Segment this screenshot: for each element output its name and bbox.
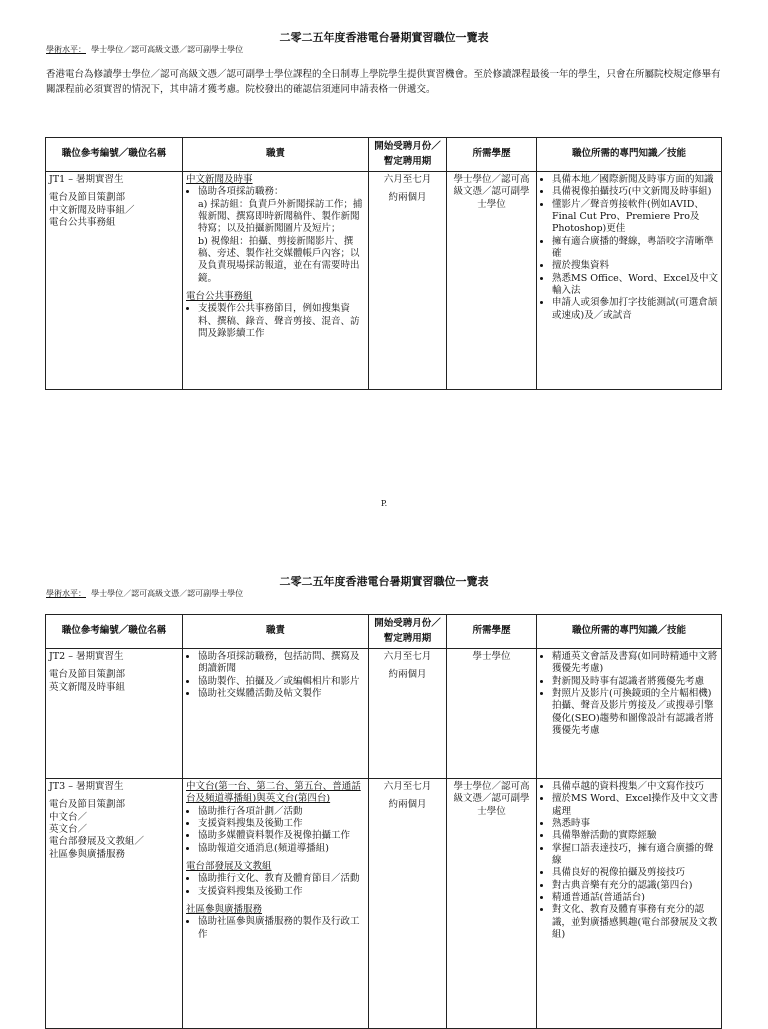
academic-level-label: 學術水平：: [46, 589, 86, 598]
header-skills: 職位所需的專門知識／技能: [537, 138, 722, 172]
list-item: • 精通普通話(普通話台): [552, 892, 718, 904]
list-item: • 擅於MS Word、Excel操作及中文文書處理: [552, 793, 718, 818]
skills-list: [540, 651, 718, 737]
position-code: JT1 – 暑期實習生: [49, 174, 124, 185]
header-quals: 所需學歷: [447, 615, 537, 649]
dept-line: 電台及節目策劃部: [49, 669, 126, 681]
table-row: [46, 649, 722, 779]
list-item: • 具備良好的視像拍攝及剪接技巧: [552, 867, 718, 879]
duty-list: [186, 303, 365, 340]
period-cell: 六月至七月 約兩個月: [369, 779, 447, 1029]
positions-table-1: [45, 137, 722, 390]
list-item: • 協助推行文化、教育及體育節目／活動: [198, 873, 365, 885]
quals-cell: 學士學位／認可高級文憑／認可副學士學位: [447, 779, 537, 1029]
duty-list: [186, 873, 365, 898]
academic-level-value: 學士學位／認可高級文憑／認可副學士學位: [91, 45, 244, 54]
section-heading: 中文台(第一台、第二台、第五台、普通話台及頻道導播組)與英文台(第四台): [186, 781, 361, 805]
intro-paragraph: 香港電台為修讀學士學位／認可高級文憑／認可副學士學位課程的全日制專上學院學生提供實習機會。至於修讀課程最後一年的學生，只會在所屬院校規定修畢有關課程前必須實習的情況下，其申請才獲考慮。院校發出的確認信須連同申請表格一併遞交。: [46, 69, 721, 95]
list-item: • 擅於搜集資料: [552, 260, 718, 272]
dept-line: 英文台／: [49, 824, 88, 836]
header-ref: 職位參考編號／職位名稱: [46, 138, 183, 172]
skills-cell: [537, 649, 722, 779]
dept-line: 中文台／: [49, 811, 88, 823]
list-item: • 對新聞及時事有認識者將獲優先考慮: [552, 676, 718, 688]
list-item: • 懂影片／聲音剪接軟件(例如AVID、Final Cut Pro、Premiere Pro及Photoshop)更佳: [552, 199, 718, 236]
position-code: JT2 – 暑期實習生: [49, 651, 124, 662]
skills-list: [540, 781, 718, 941]
dept-line: 電台公共事務組: [49, 217, 116, 229]
document-title: 二零二五年度香港電台暑期實習職位一覽表: [279, 575, 489, 588]
header-duties: 職責: [183, 615, 369, 649]
list-item: • 協助各項採訪職務： a) 採訪組：負責戶外新聞採訪工作；捕報新聞、撰寫即時新聞稿件、製作新聞特寫；以及拍攝新聞圖片及短片； b) 視像組：拍攝、剪接新聞影片、撰稿、旁述、製作社交媒體帳戶內容；以及負責現場採訪報道，並在有需要時出鏡。: [198, 186, 365, 285]
header-quals: 所需學歷: [447, 138, 537, 172]
duty-sub-a: a) 採訪組：負責戶外新聞採訪工作；捕報新聞、撰寫即時新聞稿件、製作新聞特寫；以及拍攝新聞圖片及短片；: [198, 198, 363, 235]
list-item: • 熟悉MS Office、Word、Excel及中文輸入法: [552, 273, 718, 298]
page-number: P.: [380, 499, 388, 508]
skills-list: [540, 174, 718, 322]
header-duties: 職責: [183, 138, 369, 172]
list-item: • 協助社交媒體活動及帖文製作: [198, 688, 365, 700]
dept-line: 電台及節目策劃部: [49, 799, 126, 811]
list-item: • 精通英文會話及書寫(如同時精通中文將獲優先考慮): [552, 651, 718, 676]
dept-line: 英文新聞及時事組: [49, 681, 126, 693]
list-item: • 支援製作公共事務節目，例如搜集資料、撰稿、錄音、聲音剪接、混音、訪問及錄影續工作: [198, 303, 365, 340]
positions-table-2: [45, 614, 722, 1029]
header-period: 開始受聘月份／暫定聘用期: [369, 615, 447, 649]
ref-cell: [46, 172, 183, 390]
ref-cell: [46, 779, 183, 1029]
list-item: • 支援資料搜集及後勤工作: [198, 886, 365, 898]
position-code: JT3 – 暑期實習生: [49, 781, 124, 792]
list-item: • 擁有適合廣播的聲線，粵語咬字清晰準確: [552, 236, 718, 261]
dept-line: 社區參與廣播服務: [49, 848, 126, 860]
quals-cell: 學士學位: [447, 649, 537, 779]
section-heading: 電台公共事務組: [186, 291, 253, 303]
dept-line: 電台及節目策劃部: [49, 192, 126, 204]
header-skills: 職位所需的專門知識／技能: [537, 615, 722, 649]
list-item: • 協助製作、拍攝及／或編輯相片和影片: [198, 676, 365, 688]
duties-cell: [183, 779, 369, 1029]
list-item: • 對照片及影片(可換鏡頭的全片幅相機)拍攝、聲音及影片剪接及／或搜尋引擎優化(SEO)趨勢和圖像設計有認識者將獲優先考慮: [552, 688, 718, 737]
table-row: [46, 172, 722, 390]
list-item: • 熟悉時事: [552, 818, 718, 830]
list-item: • 具備本地／國際新聞及時事方面的知識: [552, 174, 718, 186]
section-heading: 電台部發展及文教組: [186, 861, 272, 873]
duty-list: [186, 806, 365, 855]
list-item: • 對古典音樂有充分的認識(第四台): [552, 880, 718, 892]
list-item: • 具備卓越的資料搜集／中文寫作技巧: [552, 781, 718, 793]
duty-sub-b: b) 視像組：拍攝、剪接新聞影片、撰稿、旁述、製作社交媒體帳戶內容；以及負責現場採訪報道，並在有需要時出鏡。: [198, 235, 360, 284]
list-item: • 協助報道交通消息(頻道導播組): [198, 843, 365, 855]
duty-list: [186, 916, 365, 941]
duties-cell: [183, 649, 369, 779]
skills-cell: [537, 779, 722, 1029]
section-heading: 社區參與廣播服務: [186, 904, 263, 916]
header-ref: 職位參考編號／職位名稱: [46, 615, 183, 649]
list-item: • 協助推行各項計劃／活動: [198, 806, 365, 818]
academic-level-label: 學術水平：: [46, 45, 86, 54]
list-item: • 支援資料搜集及後勤工作: [198, 818, 365, 830]
header-period: 開始受聘月份／暫定聘用期: [369, 138, 447, 172]
dept-line: 中文新聞及時事組／: [49, 204, 135, 216]
academic-level: [0, 589, 243, 599]
list-item: • 協助社區參與廣播服務的製作及行政工作: [198, 916, 365, 941]
dept-line: 電台部發展及文教組／: [49, 836, 145, 848]
duty-list: [186, 186, 365, 285]
list-item: • 具備視像拍攝技巧(中文新聞及時事組): [552, 186, 718, 198]
document-title: 二零二五年度香港電台暑期實習職位一覽表: [279, 31, 489, 44]
period-cell: 六月至七月 約兩個月: [369, 172, 447, 390]
list-item: • 協助各項採訪職務，包括訪問、撰寫及朗讀新聞: [198, 651, 365, 676]
list-item: • 申請人或須參加打字技能測試(可選倉頡或速成)及／或試音: [552, 297, 718, 322]
list-item: • 具備舉辦活動的實際經驗: [552, 830, 718, 842]
list-item: • 協助多媒體資料製作及視像拍攝工作: [198, 830, 365, 842]
period-cell: 六月至七月 約兩個月: [369, 649, 447, 779]
list-item: • 對文化、教育及體育事務有充分的認識，並對廣播感興趣(電台部發展及文教組): [552, 904, 718, 941]
list-item: • 掌握口語表達技巧，擁有適合廣播的聲線: [552, 843, 718, 868]
table-row: [46, 779, 722, 1029]
skills-cell: [537, 172, 722, 390]
duties-cell: [183, 172, 369, 390]
academic-level-value: 學士學位／認可高級文憑／認可副學士學位: [91, 589, 244, 598]
duty-list: [186, 651, 365, 700]
ref-cell: [46, 649, 183, 779]
academic-level: [0, 45, 243, 55]
section-heading: 中文新聞及時事: [186, 174, 253, 185]
quals-cell: 學士學位／認可高級文憑／認可副學士學位: [447, 172, 537, 390]
